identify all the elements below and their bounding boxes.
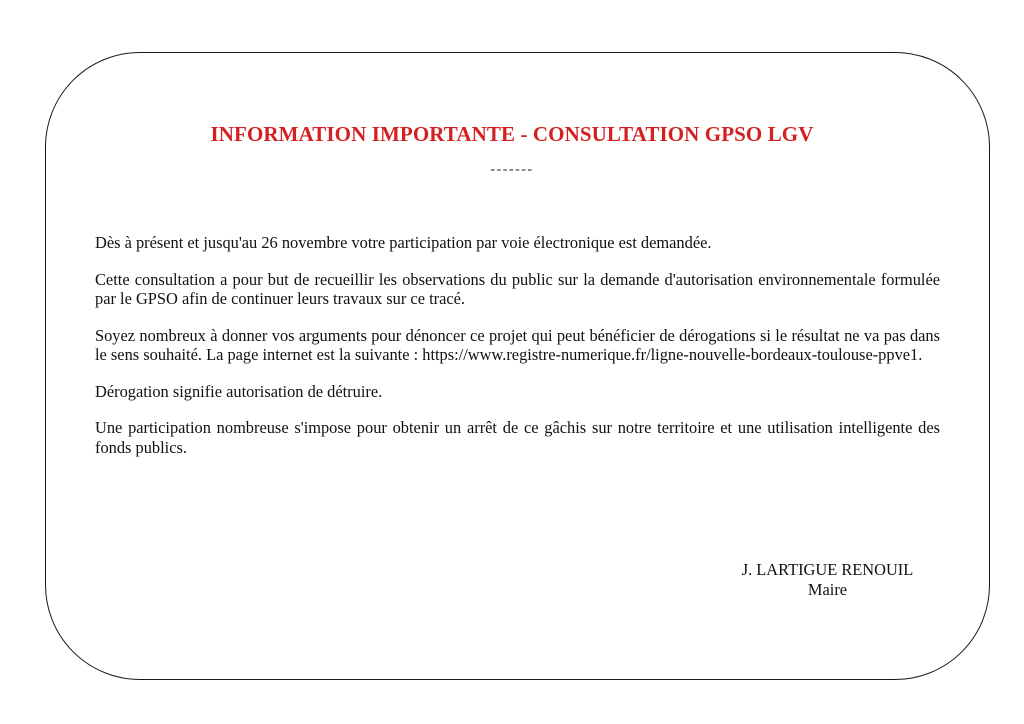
paragraph-conclusion: Une participation nombreuse s'impose pour obtenir un arrêt de ce gâchis sur notre territoire et une utilisation intelligente des fonds publics. — [95, 418, 940, 457]
signature-role: Maire — [807, 580, 848, 599]
notice-title: INFORMATION IMPORTANTE - CONSULTATION GPSO LGV — [210, 122, 814, 146]
paragraph-consultation-purpose: Cette consultation a pour but de recueillir les observations du public sur la demande d'autorisation environnementale formulée par le GPSO afin de continuer leurs travaux sur ce tracé. — [95, 269, 940, 308]
notice-body — [95, 233, 940, 474]
signature-block — [690, 560, 965, 600]
paragraph-derogation-definition: Dérogation signifie autorisation de détruire. — [95, 381, 383, 401]
paragraph-call-to-action: Soyez nombreux à donner vos arguments pour dénoncer ce projet qui peut bénéficier de dérogations si le résultat ne va pas dans le sens souhaité. La page internet est la suivante : https://www.registre-numerique.fr/ligne-nouvelle-bordeaux-toulouse-ppve1. — [95, 325, 940, 364]
title-separator: ------- — [490, 162, 534, 177]
paragraph-participation-deadline: Dès à présent et jusqu'au 26 novembre votre participation par voie électronique est demandée. — [95, 233, 712, 252]
signature-name: J. LARTIGUE RENOUIL — [741, 560, 914, 579]
